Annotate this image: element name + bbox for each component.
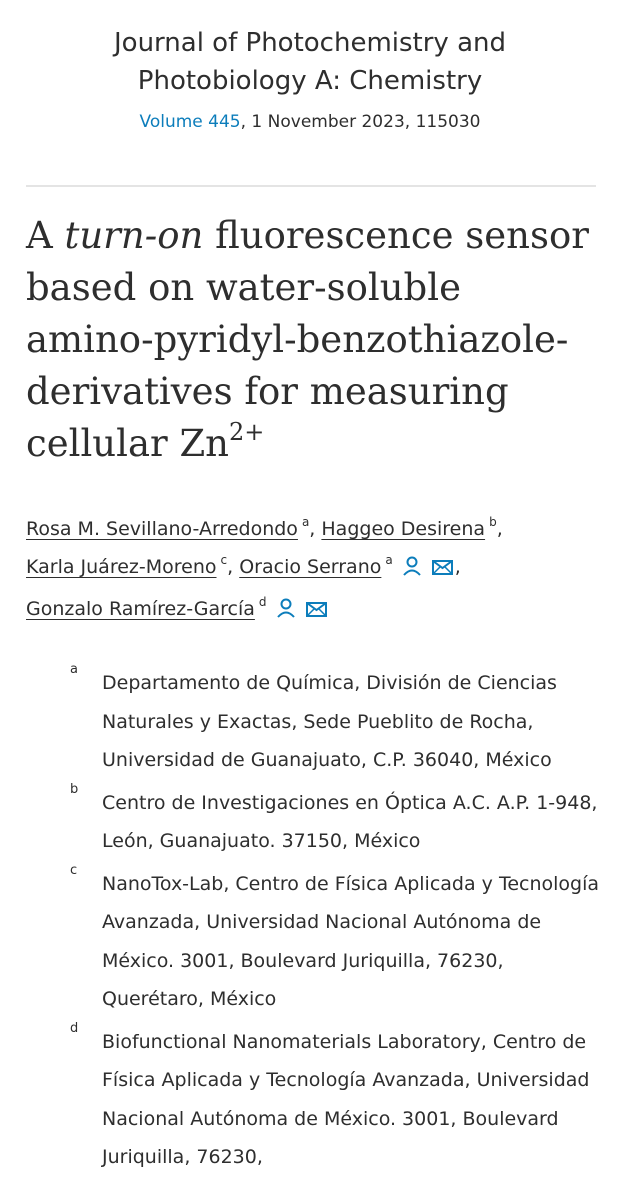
author-item: Haggeo Desirena $^b$, — [321, 515, 503, 540]
affiliation-text: NanoTox-Lab, Centro de Física Aplicada y Tecnología Avanzada, Universidad Nacional Autónoma de México. 3001, Boulevard Juriquilla, 76230, Querétaro, México — [102, 872, 600, 1010]
author-name[interactable]: Haggeo Desirena — [321, 518, 486, 540]
title-superscript: 2+ — [229, 418, 265, 446]
volume-link[interactable]: Volume 445 — [139, 112, 241, 132]
author-item: Karla Juárez-Moreno $^c$, — [26, 553, 234, 578]
author-list — [26, 510, 606, 632]
title-prefix: A — [26, 214, 65, 257]
author-name[interactable]: Karla Juárez-Moreno — [26, 556, 217, 578]
affiliation-item — [70, 862, 600, 1019]
affiliation-item — [70, 1020, 600, 1177]
author-affiliation-marker: a — [385, 553, 393, 567]
journal-header — [0, 24, 620, 132]
journal-name-line1[interactable]: Journal of Photochemistry and — [114, 28, 506, 58]
title-italic: turn-on — [64, 214, 204, 257]
author-item — [26, 595, 329, 620]
affiliation-text: Centro de Investigaciones en Óptica A.C. A.P. 1-948, León, Guanajuato. 37150, México — [102, 791, 598, 852]
envelope-icon[interactable] — [305, 594, 329, 632]
affiliation-text: Biofunctional Nanomaterials Laboratory, Centro de Física Aplicada y Tecnología Avanzada, Universidad Nacional Autónoma de México. 3001, Boulevard Juriquilla, 76230, — [102, 1030, 590, 1168]
affiliation-label: b — [70, 781, 79, 797]
person-icon[interactable] — [275, 594, 297, 632]
person-icon[interactable] — [401, 552, 423, 590]
affiliation-item — [70, 781, 600, 861]
affiliation-label: d — [70, 1020, 79, 1036]
affiliation-list — [70, 664, 600, 1181]
author-affiliation-marker: b — [489, 515, 497, 529]
article-title — [26, 210, 596, 470]
author-item: Oracio Serrano $^a$ , — [239, 556, 461, 578]
envelope-icon[interactable] — [431, 552, 455, 590]
affiliation-item — [70, 664, 600, 780]
author-item: Rosa M. Sevillano-Arredondo $^a$, — [26, 515, 316, 540]
affiliation-text: Departamento de Química, División de Ciencias Naturales y Exactas, Sede Pueblito de Rocha, Universidad de Guanajuato, C.P. 36040, México — [102, 672, 557, 771]
title-main: fluorescence sensor based on water-soluble amino-pyridyl-benzothiazole-derivatives for measuring cellular Zn — [26, 214, 589, 465]
author-affiliation-marker: d — [258, 595, 267, 609]
author-name[interactable]: Oracio Serrano — [239, 556, 382, 578]
author-affiliation-marker: a — [301, 515, 310, 529]
affiliation-label: a — [70, 662, 78, 677]
author-name[interactable]: Rosa M. Sevillano-Arredondo — [26, 518, 298, 540]
author-name[interactable]: Gonzalo Ramírez-García — [26, 598, 255, 620]
journal-name-line2[interactable]: Photobiology A: Chemistry — [137, 66, 483, 96]
issue-date: , 1 November 2023, 115030 — [240, 112, 481, 132]
author-affiliation-marker: c — [220, 553, 228, 567]
affiliation-label: c — [70, 862, 78, 878]
volume-info — [0, 112, 620, 132]
header-divider — [26, 185, 596, 187]
